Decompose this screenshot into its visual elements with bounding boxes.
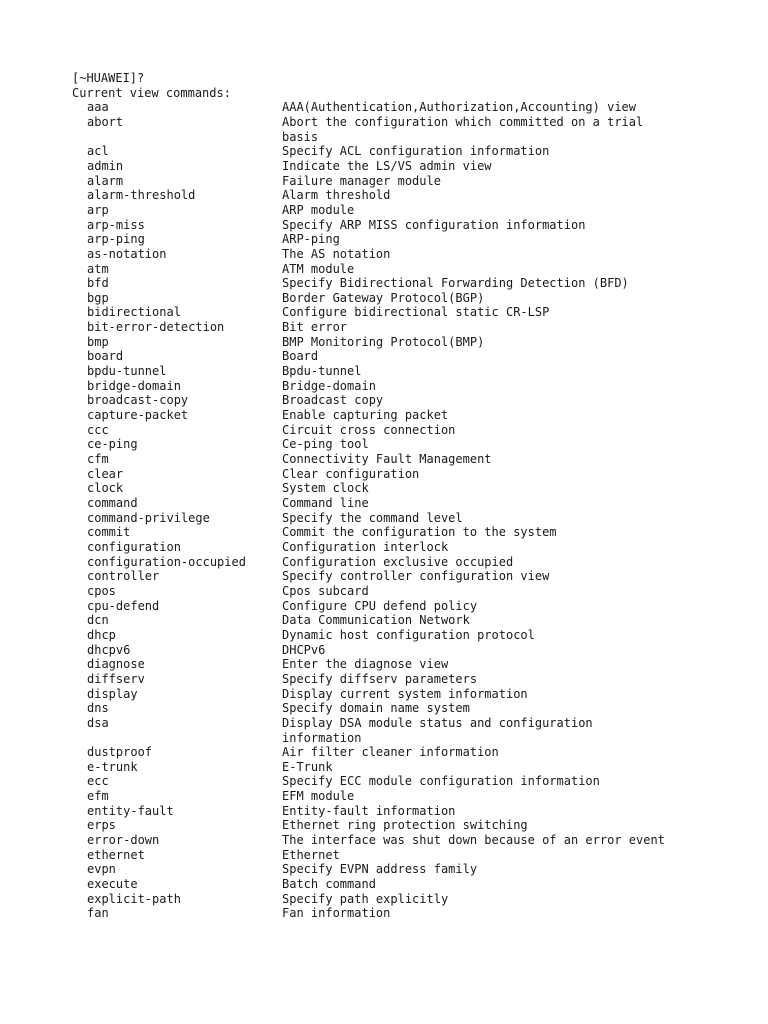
command-description: Bit error bbox=[282, 320, 348, 335]
command-name: aaa bbox=[87, 100, 109, 115]
command-description: Indicate the LS/VS admin view bbox=[282, 158, 492, 173]
command-name: dns bbox=[87, 701, 109, 716]
command-description: Data Communication Network bbox=[282, 613, 470, 628]
command-description: Configuration exclusive occupied bbox=[282, 554, 514, 569]
command-description: Bpdu-tunnel bbox=[282, 364, 362, 379]
command-name: abort bbox=[87, 114, 124, 129]
command-name: configuration-occupied bbox=[87, 554, 246, 569]
command-name: admin bbox=[87, 158, 124, 173]
command-description: Specify the command level bbox=[282, 510, 463, 525]
command-row bbox=[72, 862, 752, 877]
command-row bbox=[72, 584, 752, 599]
command-row bbox=[72, 569, 752, 584]
command-description: Border Gateway Protocol(BGP) bbox=[282, 290, 485, 305]
command-list bbox=[72, 100, 752, 921]
command-description: Specify ECC module configuration information bbox=[282, 774, 600, 789]
command-name: bridge-domain bbox=[87, 378, 181, 393]
command-description: Ce-ping tool bbox=[282, 437, 369, 452]
command-row bbox=[72, 203, 752, 218]
command-name: ecc bbox=[87, 774, 109, 789]
command-description: Batch command bbox=[282, 877, 376, 892]
command-description: Configure CPU defend policy bbox=[282, 598, 478, 613]
command-description: Enable capturing packet bbox=[282, 408, 449, 423]
command-name: command bbox=[87, 496, 138, 510]
command-name: cfm bbox=[87, 452, 109, 467]
command-description: Specify ARP MISS configuration information bbox=[282, 217, 586, 232]
command-description: Commit the configuration to the system bbox=[282, 525, 557, 540]
command-row bbox=[72, 804, 752, 819]
command-name: fan bbox=[87, 906, 109, 921]
command-name: evpn bbox=[87, 862, 116, 877]
command-row bbox=[72, 305, 752, 320]
command-description: ARP module bbox=[282, 202, 355, 217]
command-row bbox=[72, 848, 752, 863]
command-row bbox=[72, 496, 752, 511]
command-description: E-Trunk bbox=[282, 759, 333, 774]
command-description: DHCPv6 bbox=[282, 642, 326, 657]
command-name: error-down bbox=[87, 833, 160, 848]
command-description: Specify controller configuration view bbox=[282, 569, 550, 584]
command-row bbox=[72, 716, 752, 745]
command-description: Connectivity Fault Management bbox=[282, 452, 492, 467]
command-row bbox=[72, 232, 752, 247]
command-row bbox=[72, 877, 752, 892]
command-row bbox=[72, 364, 752, 379]
command-row bbox=[72, 525, 752, 540]
command-row bbox=[72, 144, 752, 159]
command-description: Ethernet ring protection switching bbox=[282, 818, 528, 833]
command-description: Specify path explicitly bbox=[282, 891, 449, 906]
command-name: dhcp bbox=[87, 627, 116, 642]
command-name: dcn bbox=[87, 613, 109, 628]
command-name: entity-fault bbox=[87, 803, 174, 818]
command-name: arp-miss bbox=[87, 217, 145, 232]
command-row bbox=[72, 174, 752, 189]
command-row bbox=[72, 393, 752, 408]
command-description: Abort the configuration which committed on a trial basis bbox=[282, 114, 644, 144]
command-name: dhcpv6 bbox=[87, 642, 131, 657]
command-description: Specify domain name system bbox=[282, 701, 470, 716]
command-description: Dynamic host configuration protocol bbox=[282, 627, 535, 642]
command-name: cpu-defend bbox=[87, 598, 160, 613]
command-name: cpos bbox=[87, 583, 116, 598]
command-name: ccc bbox=[87, 422, 109, 437]
command-description: Broadcast copy bbox=[282, 393, 384, 408]
command-name: bgp bbox=[87, 290, 109, 305]
command-row bbox=[72, 760, 752, 775]
command-row bbox=[72, 437, 752, 452]
command-description: Specify EVPN address family bbox=[282, 862, 478, 877]
command-description: Entity-fault information bbox=[282, 803, 456, 818]
command-description: Configure bidirectional static CR-LSP bbox=[282, 305, 550, 320]
command-row bbox=[72, 701, 752, 716]
command-description: Specify Bidirectional Forwarding Detection (BFD) bbox=[282, 276, 629, 291]
command-row bbox=[72, 789, 752, 804]
command-name: capture-packet bbox=[87, 408, 189, 423]
command-name: alarm bbox=[87, 173, 124, 188]
command-description: Ethernet bbox=[282, 847, 340, 862]
command-row bbox=[72, 408, 752, 423]
command-description: Alarm threshold bbox=[282, 188, 391, 203]
command-row bbox=[72, 833, 752, 848]
command-name: configuration bbox=[87, 539, 181, 554]
command-row bbox=[72, 481, 752, 496]
command-name: bmp bbox=[87, 334, 109, 349]
command-name: ce-ping bbox=[87, 437, 138, 452]
command-name: efm bbox=[87, 789, 109, 804]
command-name: e-trunk bbox=[87, 759, 138, 774]
command-row bbox=[72, 540, 752, 555]
command-name: bit-error-detection bbox=[87, 320, 225, 335]
command-name: explicit-path bbox=[87, 891, 181, 906]
command-name: commit bbox=[87, 525, 131, 540]
listing-heading: Current view commands: bbox=[72, 85, 231, 100]
command-row bbox=[72, 613, 752, 628]
command-row bbox=[72, 687, 752, 702]
command-name: as-notation bbox=[87, 246, 167, 261]
command-description: System clock bbox=[282, 481, 369, 496]
command-name: command-privilege bbox=[87, 510, 210, 525]
command-name: alarm-threshold bbox=[87, 188, 196, 203]
command-description: The AS notation bbox=[282, 246, 391, 261]
command-row bbox=[72, 379, 752, 394]
command-name: controller bbox=[87, 569, 160, 584]
cli-prompt: [~HUAWEI]? bbox=[72, 71, 145, 85]
command-row bbox=[72, 555, 752, 570]
command-row bbox=[72, 423, 752, 438]
command-row bbox=[72, 291, 752, 306]
command-description: Circuit cross connection bbox=[282, 422, 456, 437]
command-row bbox=[72, 672, 752, 687]
command-description: Air filter cleaner information bbox=[282, 745, 499, 760]
command-description: Cpos subcard bbox=[282, 583, 369, 598]
command-name: display bbox=[87, 686, 138, 701]
command-description: BMP Monitoring Protocol(BMP) bbox=[282, 334, 485, 349]
command-row bbox=[72, 349, 752, 364]
command-row bbox=[72, 599, 752, 614]
command-row bbox=[72, 115, 752, 144]
command-help-listing bbox=[72, 71, 752, 921]
command-description: Clear configuration bbox=[282, 466, 420, 481]
command-row bbox=[72, 906, 752, 921]
command-name: bfd bbox=[87, 276, 109, 291]
command-description: ARP-ping bbox=[282, 232, 340, 247]
command-row bbox=[72, 159, 752, 174]
command-name: clear bbox=[87, 466, 124, 481]
command-name: broadcast-copy bbox=[87, 393, 189, 408]
command-row bbox=[72, 657, 752, 672]
command-name: bidirectional bbox=[87, 305, 181, 320]
command-description: Failure manager module bbox=[282, 173, 441, 188]
command-description: Board bbox=[282, 349, 319, 364]
command-row bbox=[72, 774, 752, 789]
command-description: ATM module bbox=[282, 261, 355, 276]
command-description: Specify diffserv parameters bbox=[282, 671, 478, 686]
command-row bbox=[72, 100, 752, 115]
command-description: Command line bbox=[282, 496, 369, 510]
command-description: Display current system information bbox=[282, 686, 528, 701]
command-row bbox=[72, 745, 752, 760]
command-name: dsa bbox=[87, 715, 109, 730]
command-description: Specify ACL configuration information bbox=[282, 144, 550, 159]
command-name: dustproof bbox=[87, 745, 153, 760]
command-row bbox=[72, 892, 752, 907]
command-name: execute bbox=[87, 877, 138, 892]
command-row bbox=[72, 218, 752, 233]
command-description: Fan information bbox=[282, 906, 391, 921]
command-name: ethernet bbox=[87, 847, 145, 862]
command-row bbox=[72, 276, 752, 291]
command-name: clock bbox=[87, 481, 124, 496]
command-name: acl bbox=[87, 144, 109, 159]
command-row bbox=[72, 188, 752, 203]
command-row bbox=[72, 628, 752, 643]
command-row bbox=[72, 643, 752, 658]
command-description: Bridge-domain bbox=[282, 378, 376, 393]
command-row bbox=[72, 467, 752, 482]
command-description: Enter the diagnose view bbox=[282, 657, 449, 672]
command-row bbox=[72, 335, 752, 350]
command-row bbox=[72, 511, 752, 526]
command-description: The interface was shut down because of an error event bbox=[282, 833, 665, 848]
command-name: atm bbox=[87, 261, 109, 276]
command-row bbox=[72, 247, 752, 262]
command-name: arp-ping bbox=[87, 232, 145, 247]
command-row bbox=[72, 320, 752, 335]
command-name: arp bbox=[87, 202, 109, 217]
command-name: board bbox=[87, 349, 124, 364]
command-row bbox=[72, 818, 752, 833]
command-row bbox=[72, 452, 752, 467]
command-name: erps bbox=[87, 818, 116, 833]
command-description: Display DSA module status and configuration information bbox=[282, 715, 593, 745]
command-name: diffserv bbox=[87, 671, 145, 686]
command-name: bpdu-tunnel bbox=[87, 364, 167, 379]
command-row bbox=[72, 262, 752, 277]
command-description: EFM module bbox=[282, 789, 355, 804]
command-name: diagnose bbox=[87, 657, 145, 672]
command-description: AAA(Authentication,Authorization,Accounting) view bbox=[282, 100, 637, 115]
command-description: Configuration interlock bbox=[282, 539, 449, 554]
